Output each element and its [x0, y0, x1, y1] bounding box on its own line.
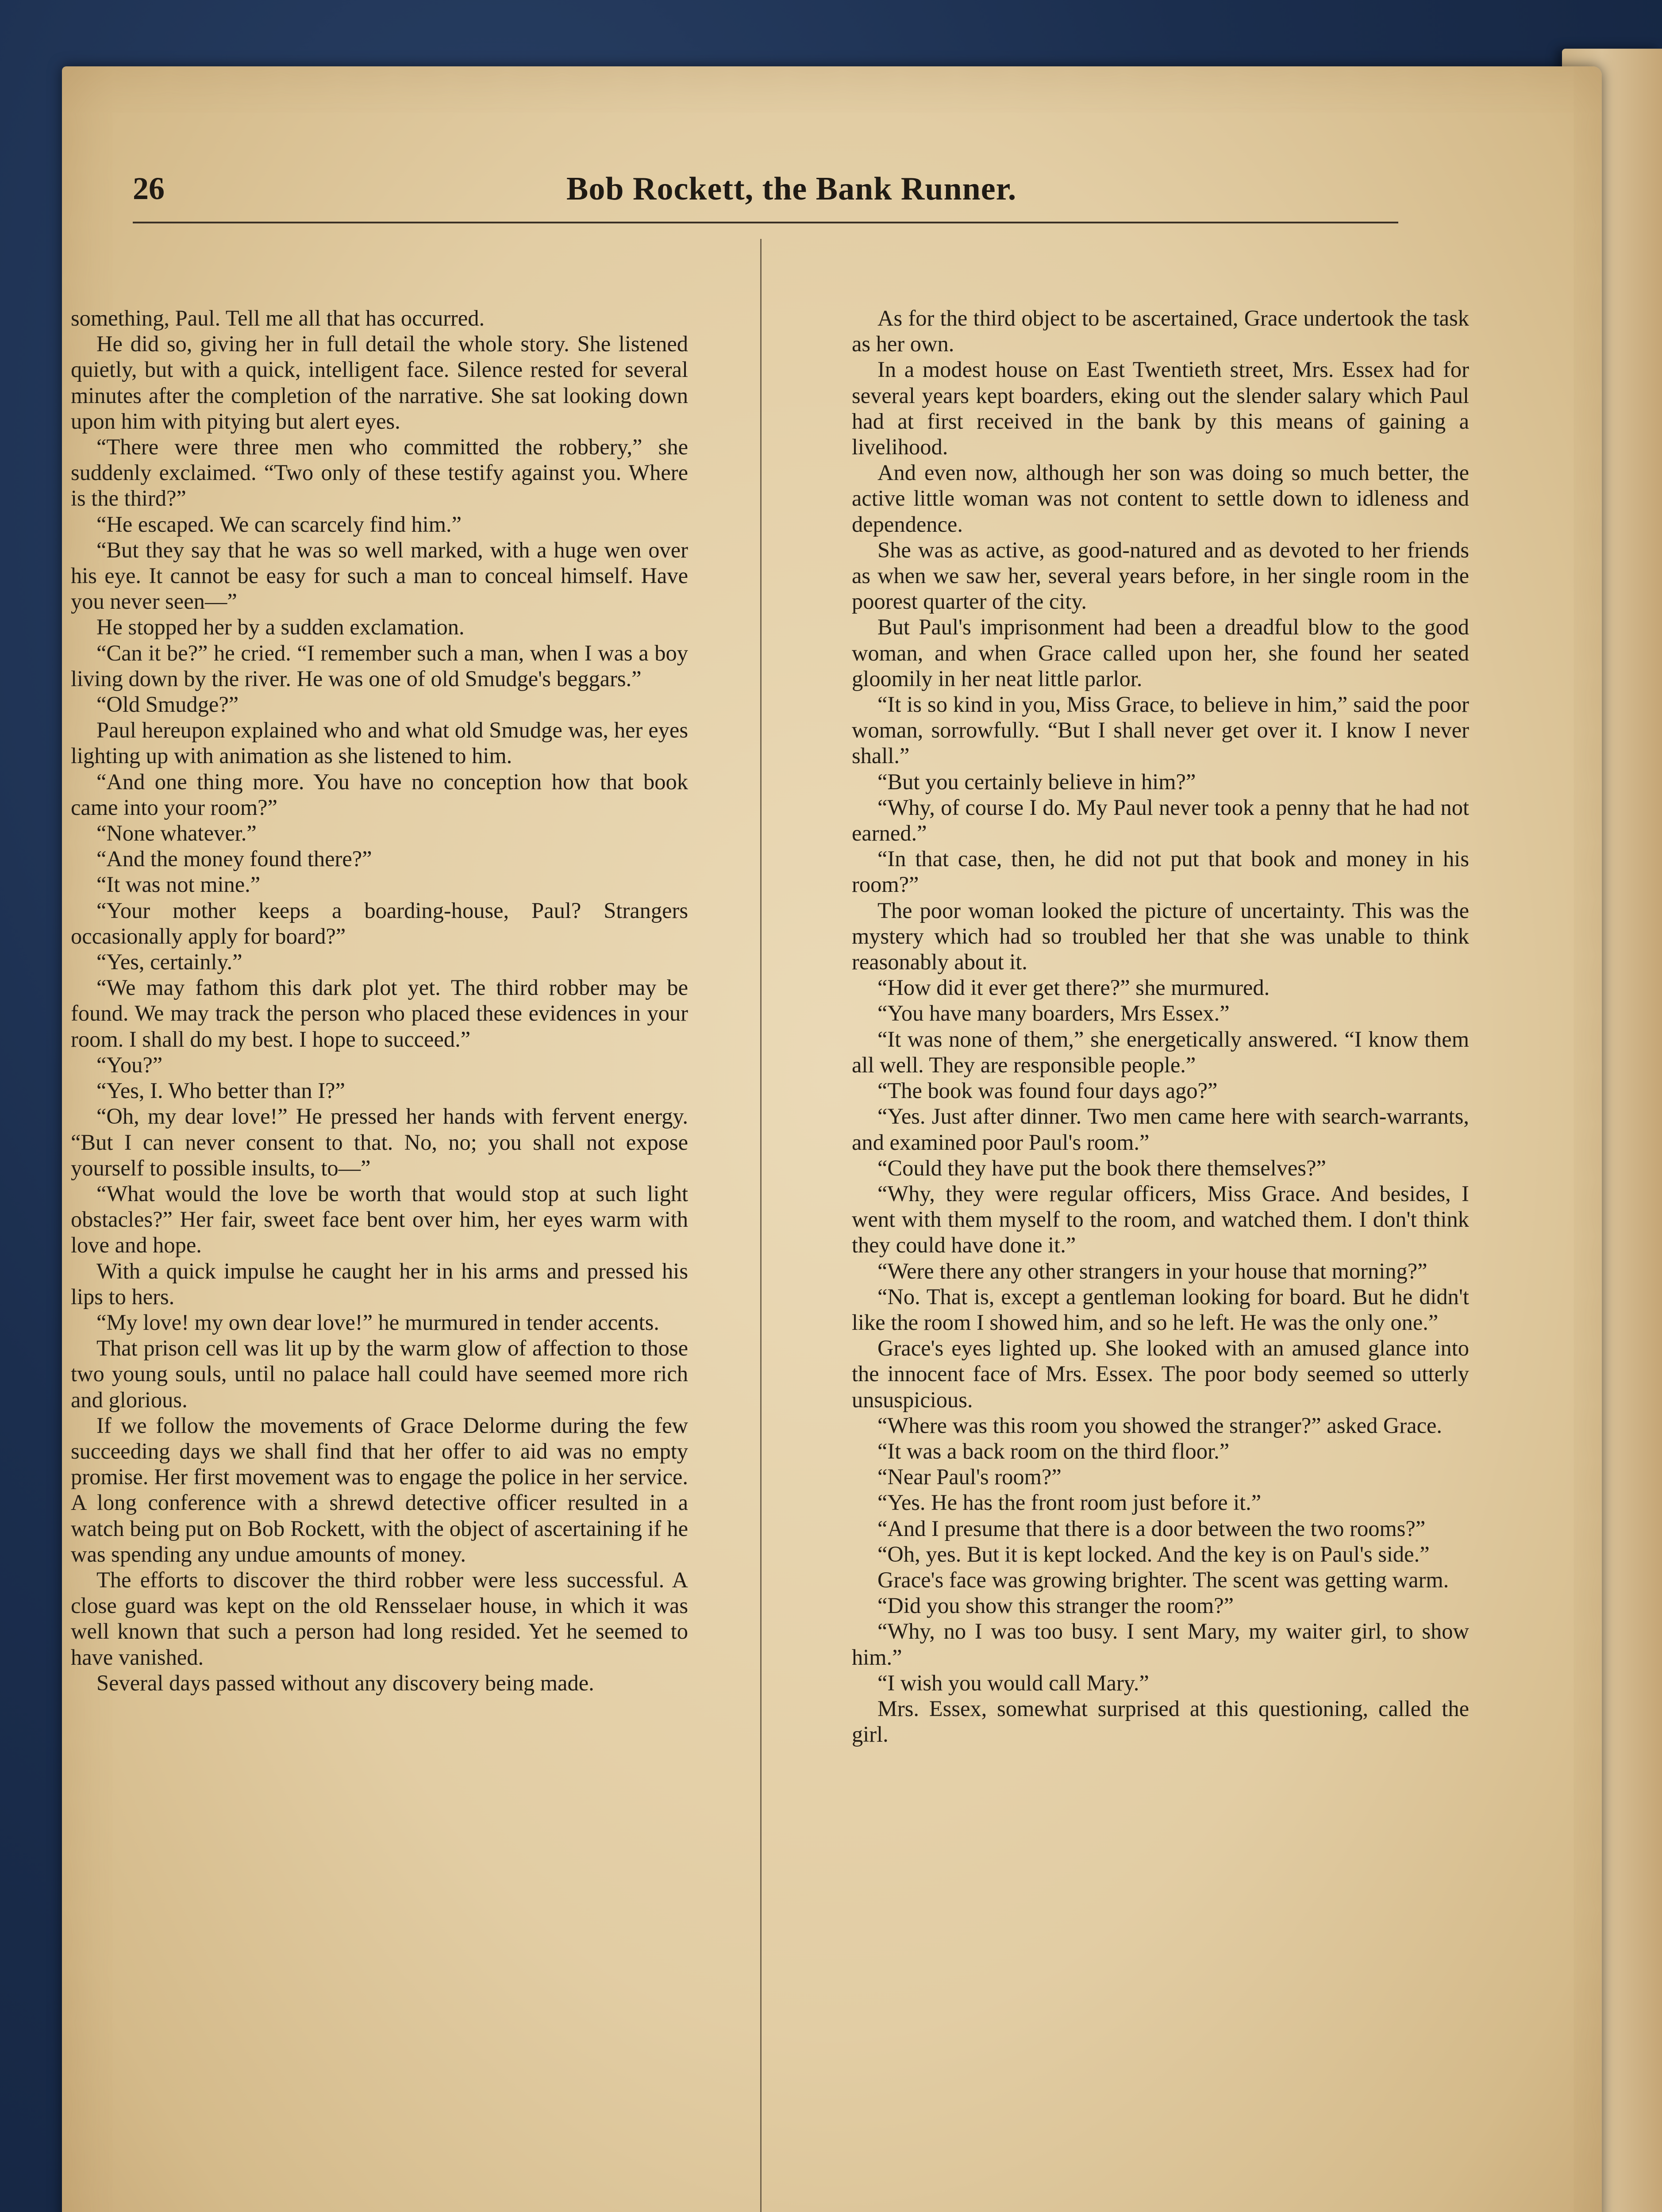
- paragraph: Paul hereupon explained who and what old Smudge was, her eyes lighting up with animation as she listened to him.: [71, 718, 688, 768]
- paragraph: “But you certainly believe in him?”: [877, 769, 1196, 794]
- paragraph: “And one thing more. You have no conception how that book came into your room?”: [71, 769, 688, 820]
- paragraph: “Old Smudge?”: [96, 692, 239, 717]
- paragraph: “It was not mine.”: [96, 872, 261, 897]
- column-divider: [760, 239, 762, 2212]
- paragraph: “Why, they were regular officers, Miss Grace. And besides, I went with them myself to the room, and watched them. I don't think they could have done it.”: [852, 1181, 1469, 1258]
- paragraph: “There were three men who committed the robbery,” she suddenly exclaimed. “Two only of these testify against you. Where is the third?”: [71, 434, 688, 511]
- paragraph: “In that case, then, he did not put that book and money in his room?”: [852, 846, 1469, 897]
- paragraph: “You?”: [96, 1052, 163, 1077]
- paragraph: And even now, although her son was doing so much better, the active little woman was not content to settle down to idleness and dependence.: [852, 460, 1469, 537]
- paragraph: “It was none of them,” she energetically answered. “I know them all well. They are responsible people.”: [852, 1026, 1469, 1077]
- paragraph: “Where was this room you showed the stranger?” asked Grace.: [877, 1413, 1443, 1438]
- paragraph: “The book was found four days ago?”: [877, 1078, 1218, 1103]
- paragraph: “Yes, I. Who better than I?”: [96, 1078, 345, 1103]
- paragraph: “My love! my own dear love!” he murmured in tender accents.: [96, 1310, 659, 1335]
- paragraph: Mrs. Essex, somewhat surprised at this questioning, called the girl.: [852, 1696, 1469, 1747]
- paragraph: “We may fathom this dark plot yet. The third robber may be found. We may track the person who placed these evidences in your room. I shall do my best. I hope to succeed.”: [71, 975, 688, 1052]
- right-column: [852, 305, 1469, 1747]
- paragraph: “You have many boarders, Mrs Essex.”: [877, 1001, 1230, 1026]
- paragraph: The efforts to discover the third robber were less successful. A close guard was kept on the old Rensselaer house, in which it was well known that such a person had long resided. Yet he seemed to have vanished.: [71, 1567, 688, 1670]
- paragraph: “But they say that he was so well marked, with a huge wen over his eye. It cannot be easy for such a man to conceal himself. Have you never seen—”: [71, 537, 688, 614]
- paragraph: He stopped her by a sudden exclamation.: [96, 614, 465, 640]
- paragraph: “How did it ever get there?” she murmured.: [877, 975, 1270, 1000]
- paragraph: “Why, no I was too busy. I sent Mary, my waiter girl, to show him.”: [852, 1619, 1469, 1670]
- paragraph: “Yes. He has the front room just before it.”: [877, 1490, 1262, 1515]
- paragraph: “It was a back room on the third floor.”: [877, 1438, 1230, 1463]
- paragraph: something, Paul. Tell me all that has occurred.: [71, 306, 485, 330]
- paragraph: “Were there any other strangers in your house that morning?”: [877, 1258, 1427, 1283]
- paragraph: “Near Paul's room?”: [877, 1464, 1062, 1490]
- paragraph: “Could they have put the book there themselves?”: [877, 1155, 1326, 1180]
- paragraph: The poor woman looked the picture of uncertainty. This was the mystery which had so troubled her that she was unable to think reasonably about it.: [852, 898, 1469, 975]
- paragraph: He did so, giving her in full detail the whole story. She listened quietly, but with a quick, intelligent face. Silence rested for several minutes after the completion of the narrative. She sat looking down upon him with pitying but alert eyes.: [71, 331, 688, 434]
- paragraph: In a modest house on East Twentieth street, Mrs. Essex had for several years kept boarders, eking out the slender salary which Paul had at first received in the bank by this means of gaining a livelihood.: [852, 357, 1469, 460]
- paragraph: As for the third object to be ascertained, Grace undertook the task as her own.: [852, 306, 1469, 357]
- paragraph: “Your mother keeps a boarding-house, Paul? Strangers occasionally apply for board?”: [71, 898, 688, 949]
- paragraph: “None whatever.”: [96, 821, 257, 846]
- paragraph: That prison cell was lit up by the warm glow of affection to those two young souls, until no palace hall could have seemed more rich and glorious.: [71, 1336, 688, 1412]
- paragraph: Grace's face was growing brighter. The scent was getting warm.: [877, 1567, 1449, 1592]
- paragraph: “Yes. Just after dinner. Two men came here with search-warrants, and examined poor Paul's room.”: [852, 1104, 1469, 1155]
- header-rule: [133, 222, 1398, 223]
- paragraph: With a quick impulse he caught her in his arms and pressed his lips to hers.: [71, 1258, 688, 1309]
- paragraph: Grace's eyes lighted up. She looked with an amused glance into the innocent face of Mrs. Essex. The poor body seemed so utterly unsuspicious.: [852, 1336, 1469, 1412]
- paragraph: If we follow the movements of Grace Delorme during the few succeeding days we shall find that her offer to aid was no empty promise. Her first movement was to engage the police in her service. A long conference with a shrewd detective officer resulted in a watch being put on Bob Rockett, with the object of ascertaining if he was spending any undue amounts of money.: [71, 1413, 688, 1567]
- left-column: [71, 305, 688, 1696]
- paragraph: She was as active, as good-natured and as devoted to her friends as when we saw her, several years before, in her single room in the poorest quarter of the city.: [852, 537, 1469, 614]
- paragraph: “And I presume that there is a door between the two rooms?”: [877, 1516, 1426, 1541]
- paragraph: “Did you show this stranger the room?”: [877, 1593, 1234, 1618]
- paragraph: But Paul's imprisonment had been a dreadful blow to the good woman, and when Grace called upon her, she found her seated gloomily in her neat little parlor.: [852, 614, 1469, 691]
- paragraph: “And the money found there?”: [96, 846, 372, 872]
- paragraph: “Why, of course I do. My Paul never took a penny that he had not earned.”: [852, 795, 1469, 846]
- paragraph: “Yes, certainly.”: [96, 949, 242, 975]
- book-title: Bob Rockett, the Bank Runner.: [566, 171, 1017, 207]
- paragraph: “Oh, yes. But it is kept locked. And the key is on Paul's side.”: [877, 1541, 1430, 1567]
- page-number: 26: [133, 171, 165, 206]
- paragraph: “He escaped. We can scarcely find him.”: [96, 511, 462, 537]
- running-head: [133, 170, 1398, 232]
- paragraph: “No. That is, except a gentleman looking for board. But he didn't like the room I showed him, and so he left. He was the only one.”: [852, 1284, 1469, 1335]
- paragraph: “Can it be?” he cried. “I remember such a man, when I was a boy living down by the river. He was one of old Smudge's beggars.”: [71, 640, 688, 691]
- paragraph: “It is so kind in you, Miss Grace, to believe in him,” said the poor woman, sorrowfully. “But I shall never get over it. I know I never shall.”: [852, 692, 1469, 768]
- paragraph: “Oh, my dear love!” He pressed her hands with fervent energy. “But I can never consent to that. No, no; you shall not expose yourself to possible insults, to—”: [71, 1104, 688, 1180]
- paragraph: Several days passed without any discovery being made.: [96, 1670, 594, 1695]
- paragraph: “I wish you would call Mary.”: [877, 1670, 1149, 1695]
- paragraph: “What would the love be worth that would stop at such light obstacles?” Her fair, sweet face bent over him, her eyes warm with love and hope.: [71, 1181, 688, 1258]
